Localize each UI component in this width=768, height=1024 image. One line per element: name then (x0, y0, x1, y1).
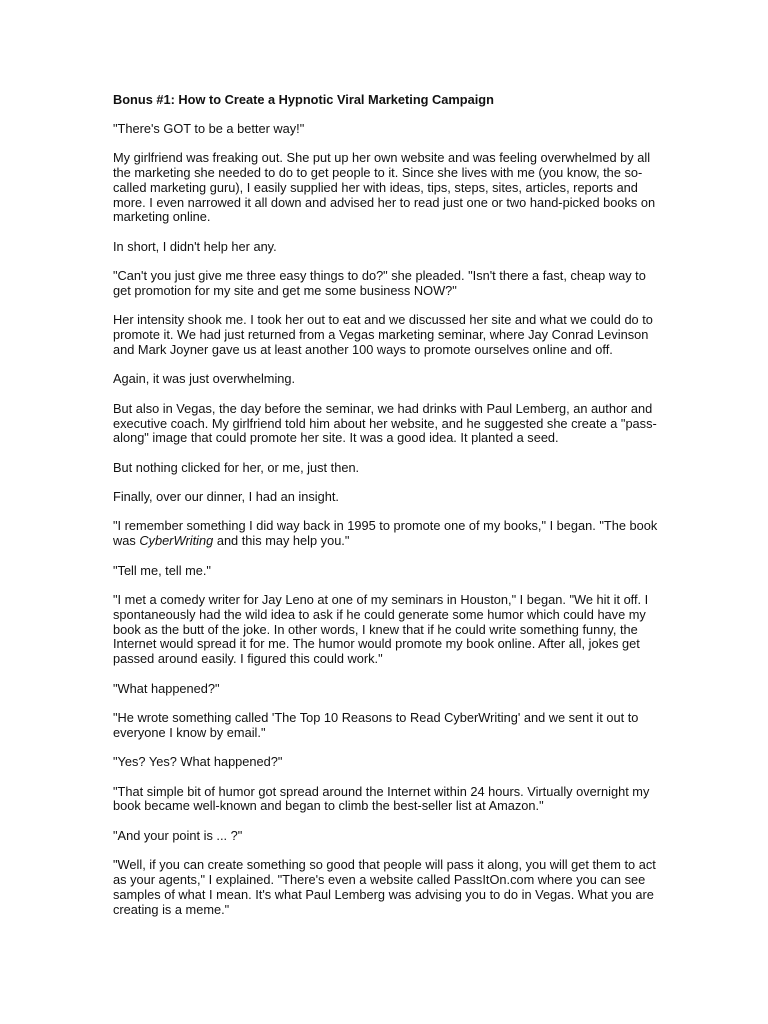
paragraph: "He wrote something called 'The Top 10 Reasons to Read CyberWriting' and we sent it out to everyone I know by email." (113, 710, 639, 740)
paragraph: "That simple bit of humor got spread around the Internet within 24 hours. Virtually overnight my book became well-known and began to climb the best-seller list at Amazon." (113, 783, 650, 814)
book-title-italic: CyberWriting (139, 533, 214, 549)
paragraph: "Can't you just give me three easy things to do?" she pleaded. "Isn't there a fast, cheap way to get promotion for my site and get me some business NOW?" (113, 268, 646, 298)
paragraph-book-before: "I remember something I did way back in 1995 to promote one of my books," I began. "The book was (113, 518, 658, 549)
paragraph: Her intensity shook me. I took her out to eat and we discussed her site and what we could do to promote it. We had just returned from a Vegas marketing seminar, where Jay Conrad Levinson and Mark Joyner gave us at least another 100 ways to promote ourselves online and off. (113, 312, 653, 357)
paragraph: "Tell me, tell me." (113, 562, 211, 578)
paragraph: "I met a comedy writer for Jay Leno at one of my seminars in Houston," I began. "We hit it off. I spontaneously had the wild idea to ask if he could generate some humor which could have my book as the butt of the joke. In other words, I knew that if he could write something funny, the Internet would spread it for me. The humor would promote my book online. After all, jokes get passed around easily. I figured this could work." (113, 592, 649, 667)
paragraph: "Well, if you can create something so good that people will pass it along, you will get them to act as your agents," I explained. "There's even a website called PassItOn.com where you can see samples of what I mean. It's what Paul Lemberg was advising you to do in Vegas. What you are creating is a meme." (113, 857, 656, 917)
document-title: Bonus #1: How to Create a Hypnotic Viral Marketing Campaign (113, 92, 494, 107)
paragraph-book (113, 519, 658, 549)
paragraph: "And your point is ... ?" (113, 827, 243, 843)
paragraph: But also in Vegas, the day before the seminar, we had drinks with Paul Lemberg, an author and executive coach. My girlfriend told him about her website, and he suggested she create a "pass-along" image that could promote her site. It was a good idea. It planted a seed. (113, 400, 657, 446)
paragraph: Again, it was just overwhelming. (113, 371, 296, 387)
paragraph: In short, I didn't help her any. (113, 238, 277, 254)
paragraph-book-after: and this may help you." (213, 533, 350, 549)
paragraph: "What happened?" (113, 680, 220, 696)
document-page (113, 93, 658, 932)
paragraph: "Yes? Yes? What happened?" (113, 754, 283, 770)
paragraph: Finally, over our dinner, I had an insight. (113, 489, 339, 505)
paragraph: My girlfriend was freaking out. She put up her own website and was feeling overwhelmed by all the marketing she needed to do to get people to it. Since she lives with me (you know, the so-called marketing guru), I easily supplied her with ideas, tips, steps, sites, articles, reports and more. I even narrowed it all down and advised her to read just one or two hand-picked books on marketing online. (113, 150, 656, 225)
paragraph: "There's GOT to be a better way!" (113, 120, 305, 136)
paragraph: But nothing clicked for her, or me, just then. (113, 459, 360, 475)
